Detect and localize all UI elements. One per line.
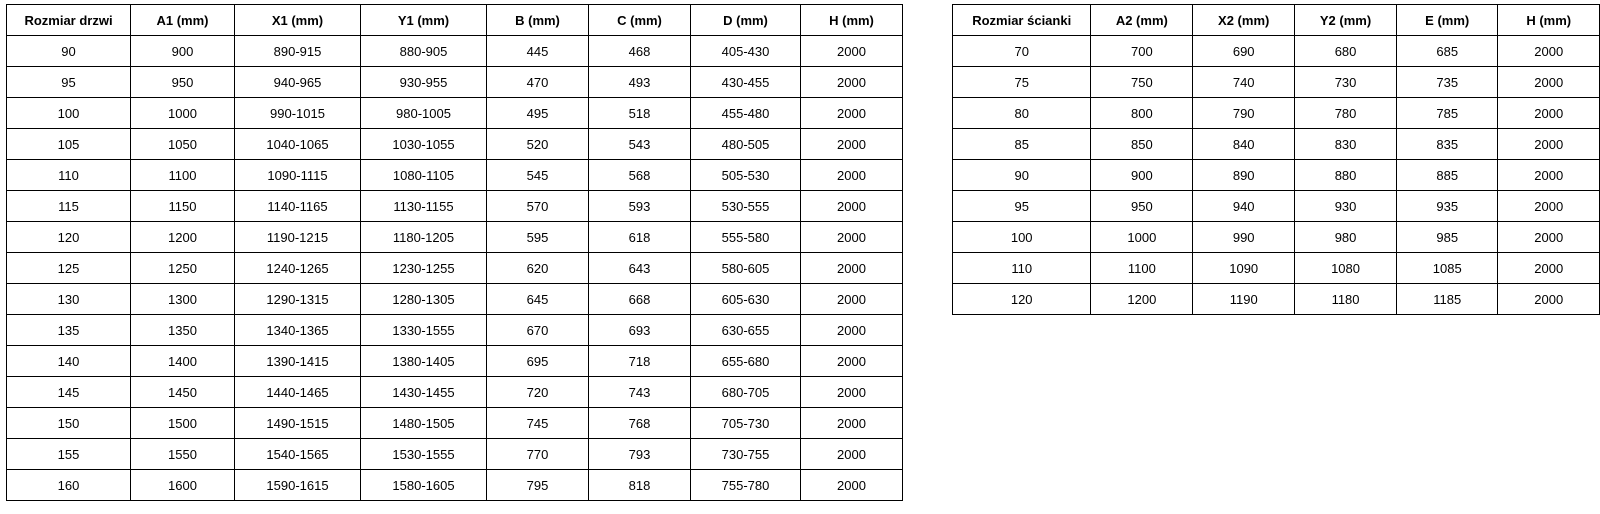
column-header-b: B (mm) (487, 5, 589, 36)
cell: 745 (487, 408, 589, 439)
cell: 1030-1055 (361, 129, 487, 160)
column-header-y2: Y2 (mm) (1295, 5, 1397, 36)
cell: 405-430 (691, 36, 801, 67)
cell: 740 (1193, 67, 1295, 98)
column-header-x2: X2 (mm) (1193, 5, 1295, 36)
cell: 1190 (1193, 284, 1295, 315)
cell: 2000 (1498, 191, 1600, 222)
cell: 718 (589, 346, 691, 377)
cell: 1150 (131, 191, 235, 222)
cell: 800 (1091, 98, 1193, 129)
cell: 2000 (1498, 284, 1600, 315)
cell: 120 (953, 284, 1091, 315)
cell: 935 (1396, 191, 1497, 222)
cell: 930-955 (361, 67, 487, 98)
cell: 1350 (131, 315, 235, 346)
cell: 1230-1255 (361, 253, 487, 284)
cell: 880-905 (361, 36, 487, 67)
cell: 690 (1193, 36, 1295, 67)
cell: 495 (487, 98, 589, 129)
walls-table-header (953, 5, 1600, 36)
cell: 655-680 (691, 346, 801, 377)
table-row (953, 253, 1600, 284)
cell: 430-455 (691, 67, 801, 98)
table-header-row (953, 5, 1600, 36)
table-row (7, 98, 903, 129)
cell: 1130-1155 (361, 191, 487, 222)
cell: 2000 (801, 315, 903, 346)
table-row (7, 377, 903, 408)
cell: 720 (487, 377, 589, 408)
cell: 980 (1295, 222, 1397, 253)
cell: 1100 (131, 160, 235, 191)
cell: 100 (7, 98, 131, 129)
cell: 680 (1295, 36, 1397, 67)
cell: 445 (487, 36, 589, 67)
column-header-h: H (mm) (1498, 5, 1600, 36)
table-row (7, 346, 903, 377)
walls-dimensions-table (952, 4, 1600, 315)
cell: 100 (953, 222, 1091, 253)
cell: 735 (1396, 67, 1497, 98)
cell: 1540-1565 (235, 439, 361, 470)
cell: 1430-1455 (361, 377, 487, 408)
cell: 455-480 (691, 98, 801, 129)
walls-table-container (952, 4, 1600, 315)
cell: 940 (1193, 191, 1295, 222)
cell: 2000 (1498, 253, 1600, 284)
column-header-a2: A2 (mm) (1091, 5, 1193, 36)
cell: 1190-1215 (235, 222, 361, 253)
cell: 643 (589, 253, 691, 284)
cell: 470 (487, 67, 589, 98)
cell: 668 (589, 284, 691, 315)
cell: 115 (7, 191, 131, 222)
cell: 570 (487, 191, 589, 222)
column-header-y1: Y1 (mm) (361, 5, 487, 36)
cell: 2000 (801, 408, 903, 439)
table-row (7, 67, 903, 98)
cell: 645 (487, 284, 589, 315)
cell: 900 (131, 36, 235, 67)
cell: 593 (589, 191, 691, 222)
table-row (953, 222, 1600, 253)
cell: 568 (589, 160, 691, 191)
cell: 1185 (1396, 284, 1497, 315)
cell: 840 (1193, 129, 1295, 160)
cell: 120 (7, 222, 131, 253)
cell: 1040-1065 (235, 129, 361, 160)
cell: 1090 (1193, 253, 1295, 284)
cell: 1440-1465 (235, 377, 361, 408)
table-row (953, 67, 1600, 98)
cell: 890-915 (235, 36, 361, 67)
cell: 85 (953, 129, 1091, 160)
table-row (953, 160, 1600, 191)
cell: 990-1015 (235, 98, 361, 129)
cell: 750 (1091, 67, 1193, 98)
cell: 990 (1193, 222, 1295, 253)
cell: 160 (7, 470, 131, 501)
cell: 1290-1315 (235, 284, 361, 315)
table-row (953, 191, 1600, 222)
cell: 830 (1295, 129, 1397, 160)
cell: 693 (589, 315, 691, 346)
column-header-d: D (mm) (691, 5, 801, 36)
cell: 140 (7, 346, 131, 377)
cell: 2000 (801, 191, 903, 222)
cell: 1500 (131, 408, 235, 439)
table-row (953, 129, 1600, 160)
cell: 700 (1091, 36, 1193, 67)
cell: 685 (1396, 36, 1497, 67)
cell: 780 (1295, 98, 1397, 129)
table-row (7, 129, 903, 160)
cell: 2000 (801, 36, 903, 67)
cell: 2000 (801, 160, 903, 191)
cell: 2000 (801, 377, 903, 408)
cell: 1050 (131, 129, 235, 160)
cell: 1250 (131, 253, 235, 284)
cell: 95 (953, 191, 1091, 222)
cell: 90 (7, 36, 131, 67)
table-row (953, 36, 1600, 67)
table-row (7, 439, 903, 470)
cell: 155 (7, 439, 131, 470)
cell: 630-655 (691, 315, 801, 346)
table-header-row (7, 5, 903, 36)
cell: 618 (589, 222, 691, 253)
cell: 2000 (1498, 222, 1600, 253)
table-row (7, 36, 903, 67)
column-header-e: E (mm) (1396, 5, 1497, 36)
cell: 2000 (801, 346, 903, 377)
cell: 105 (7, 129, 131, 160)
cell: 125 (7, 253, 131, 284)
column-header-rozmiar-scianki: Rozmiar ścianki (953, 5, 1091, 36)
cell: 1180-1205 (361, 222, 487, 253)
cell: 2000 (801, 284, 903, 315)
cell: 900 (1091, 160, 1193, 191)
cell: 1340-1365 (235, 315, 361, 346)
cell: 2000 (801, 439, 903, 470)
cell: 2000 (1498, 67, 1600, 98)
walls-table-body (953, 36, 1600, 315)
cell: 1200 (131, 222, 235, 253)
cell: 90 (953, 160, 1091, 191)
cell: 1550 (131, 439, 235, 470)
cell: 755-780 (691, 470, 801, 501)
cell: 95 (7, 67, 131, 98)
cell: 730-755 (691, 439, 801, 470)
cell: 620 (487, 253, 589, 284)
cell: 1090-1115 (235, 160, 361, 191)
cell: 135 (7, 315, 131, 346)
cell: 2000 (801, 222, 903, 253)
cell: 2000 (1498, 98, 1600, 129)
cell: 768 (589, 408, 691, 439)
cell: 2000 (1498, 36, 1600, 67)
cell: 1490-1515 (235, 408, 361, 439)
cell: 950 (1091, 191, 1193, 222)
cell: 543 (589, 129, 691, 160)
cell: 985 (1396, 222, 1497, 253)
doors-table-body (7, 36, 903, 501)
cell: 520 (487, 129, 589, 160)
table-row (7, 191, 903, 222)
cell: 730 (1295, 67, 1397, 98)
cell: 580-605 (691, 253, 801, 284)
cell: 1390-1415 (235, 346, 361, 377)
column-header-c: C (mm) (589, 5, 691, 36)
cell: 1450 (131, 377, 235, 408)
cell: 880 (1295, 160, 1397, 191)
cell: 1240-1265 (235, 253, 361, 284)
cell: 130 (7, 284, 131, 315)
cell: 518 (589, 98, 691, 129)
cell: 468 (589, 36, 691, 67)
column-header-rozmiar-drzwi: Rozmiar drzwi (7, 5, 131, 36)
cell: 1380-1405 (361, 346, 487, 377)
cell: 1180 (1295, 284, 1397, 315)
cell: 980-1005 (361, 98, 487, 129)
table-row (7, 253, 903, 284)
table-row (7, 222, 903, 253)
cell: 70 (953, 36, 1091, 67)
cell: 1080 (1295, 253, 1397, 284)
cell: 2000 (801, 98, 903, 129)
cell: 930 (1295, 191, 1397, 222)
cell: 1300 (131, 284, 235, 315)
cell: 950 (131, 67, 235, 98)
cell: 2000 (801, 67, 903, 98)
table-row (7, 408, 903, 439)
cell: 695 (487, 346, 589, 377)
cell: 1580-1605 (361, 470, 487, 501)
cell: 145 (7, 377, 131, 408)
cell: 1590-1615 (235, 470, 361, 501)
cell: 605-630 (691, 284, 801, 315)
table-row (7, 160, 903, 191)
cell: 1480-1505 (361, 408, 487, 439)
table-row (7, 470, 903, 501)
cell: 670 (487, 315, 589, 346)
cell: 1400 (131, 346, 235, 377)
cell: 2000 (801, 253, 903, 284)
column-header-a1: A1 (mm) (131, 5, 235, 36)
cell: 2000 (1498, 129, 1600, 160)
cell: 743 (589, 377, 691, 408)
cell: 1280-1305 (361, 284, 487, 315)
cell: 1000 (1091, 222, 1193, 253)
cell: 680-705 (691, 377, 801, 408)
cell: 1100 (1091, 253, 1193, 284)
cell: 545 (487, 160, 589, 191)
cell: 818 (589, 470, 691, 501)
cell: 770 (487, 439, 589, 470)
cell: 795 (487, 470, 589, 501)
cell: 110 (953, 253, 1091, 284)
cell: 835 (1396, 129, 1497, 160)
doors-dimensions-table (6, 4, 903, 501)
cell: 110 (7, 160, 131, 191)
cell: 705-730 (691, 408, 801, 439)
cell: 793 (589, 439, 691, 470)
table-row (953, 98, 1600, 129)
column-header-h: H (mm) (801, 5, 903, 36)
cell: 1000 (131, 98, 235, 129)
cell: 885 (1396, 160, 1497, 191)
cell: 850 (1091, 129, 1193, 160)
cell: 790 (1193, 98, 1295, 129)
cell: 785 (1396, 98, 1497, 129)
cell: 1330-1555 (361, 315, 487, 346)
table-row (7, 315, 903, 346)
cell: 530-555 (691, 191, 801, 222)
cell: 1085 (1396, 253, 1497, 284)
cell: 2000 (801, 470, 903, 501)
table-row (953, 284, 1600, 315)
doors-table-header (7, 5, 903, 36)
cell: 1080-1105 (361, 160, 487, 191)
cell: 1600 (131, 470, 235, 501)
table-row (7, 284, 903, 315)
cell: 2000 (801, 129, 903, 160)
cell: 505-530 (691, 160, 801, 191)
cell: 890 (1193, 160, 1295, 191)
cell: 150 (7, 408, 131, 439)
cell: 1140-1165 (235, 191, 361, 222)
cell: 2000 (1498, 160, 1600, 191)
column-header-x1: X1 (mm) (235, 5, 361, 36)
doors-table-container (6, 4, 903, 501)
cell: 1200 (1091, 284, 1193, 315)
cell: 1530-1555 (361, 439, 487, 470)
cell: 940-965 (235, 67, 361, 98)
cell: 555-580 (691, 222, 801, 253)
cell: 595 (487, 222, 589, 253)
cell: 80 (953, 98, 1091, 129)
cell: 75 (953, 67, 1091, 98)
cell: 493 (589, 67, 691, 98)
cell: 480-505 (691, 129, 801, 160)
